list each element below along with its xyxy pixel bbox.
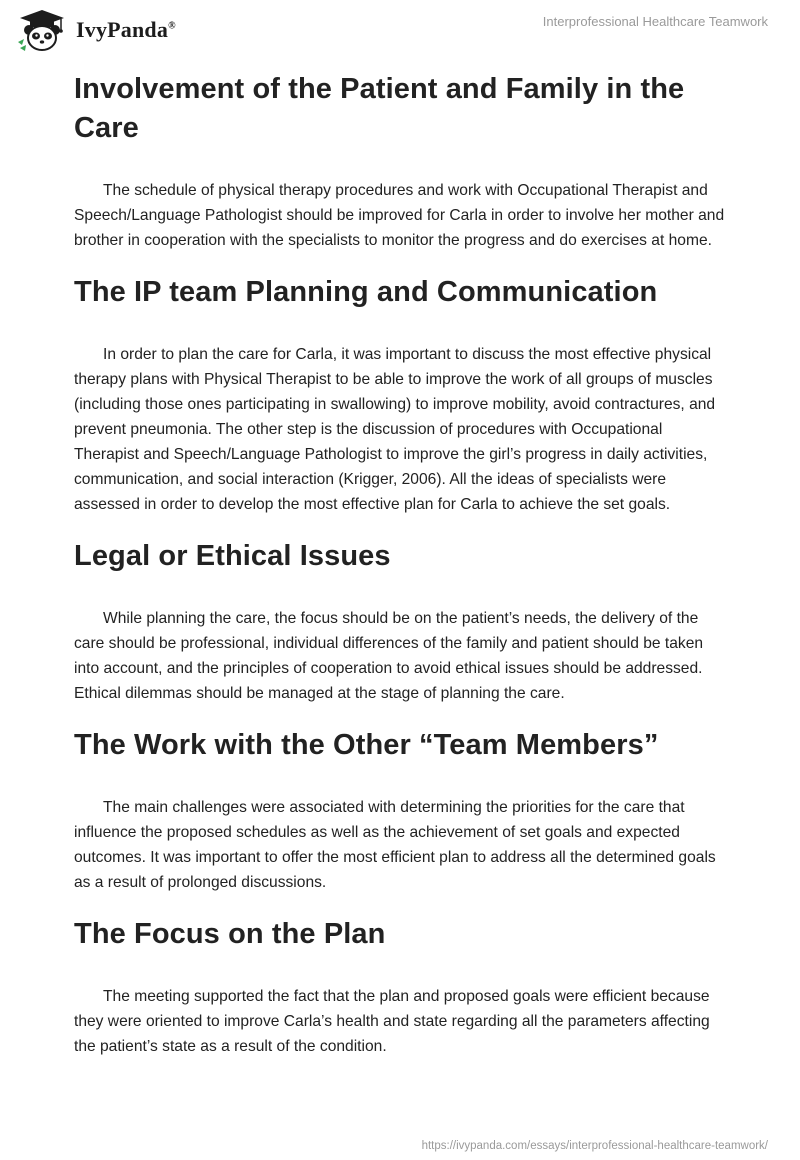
source-url-link[interactable]: https://ivypanda.com/essays/interprofessional-healthcare-teamwork/ [421, 1140, 768, 1152]
section-heading: The IP team Planning and Communication [74, 276, 658, 308]
document-title: Interprofessional Healthcare Teamwork [542, 14, 768, 29]
section-legal-ethical [74, 537, 726, 706]
section-paragraph: While planning the care, the focus should be on the patient’s needs, the delivery of the care should be professional, individual differences of the family and patient should be taken into account, and the principles of cooperation to avoid ethical issues should be addressed. Ethical dilemmas should be managed at the stage of planning the care. [74, 610, 704, 702]
section-heading: The Focus on the Plan [74, 918, 386, 950]
section-heading: Involvement of the Patient and Family in the Care [74, 73, 685, 144]
section-paragraph: The main challenges were associated with determining the priorities for the care that influence the proposed schedules as well as the achievement of set goals and expected outcomes. It was important to offer the most efficient plan to address all the determined goals as a result of prolonged discussions. [74, 799, 716, 891]
section-paragraph: The schedule of physical therapy procedures and work with Occupational Therapist and Speech/Language Pathologist should be improved for Carla in order to involve her mother and brother in cooperation with the specialists to monitor the progress and do exercises at home. [74, 182, 725, 249]
section-paragraph: In order to plan the care for Carla, it was important to discuss the most effective physical therapy plans with Physical Therapist to be able to improve the work of all groups of muscles (including those ones participating in swallowing) to improve mobility, avoid contractures, and prevent pneumonia. The other step is the discussion of procedures with Occupational Therapist and Speech/Language Pathologist to improve the girl’s progress in daily activities, communication, and social interaction (Krigger, 2006). All the ideas of specialists were assessed in order to develop the most effective plan for Carla to achieve the set goals. [74, 346, 716, 513]
section-focus-plan [74, 915, 726, 1059]
section-ip-team-planning [74, 273, 726, 517]
essay-body [74, 70, 726, 1079]
section-heading: The Work with the Other “Team Members” [74, 729, 659, 761]
brand-name: IvyPanda® [76, 17, 176, 42]
section-heading: Legal or Ethical Issues [74, 540, 391, 572]
panda-graduate-icon [14, 8, 70, 52]
section-patient-family [74, 70, 726, 253]
ivypanda-logo[interactable] [14, 8, 176, 52]
section-paragraph: The meeting supported the fact that the plan and proposed goals were efficient because they were oriented to improve Carla’s health and state regarding all the parameters affecting the patient’s state as a result of the condition. [74, 988, 710, 1055]
section-team-members [74, 726, 726, 895]
page-header [0, 0, 800, 60]
